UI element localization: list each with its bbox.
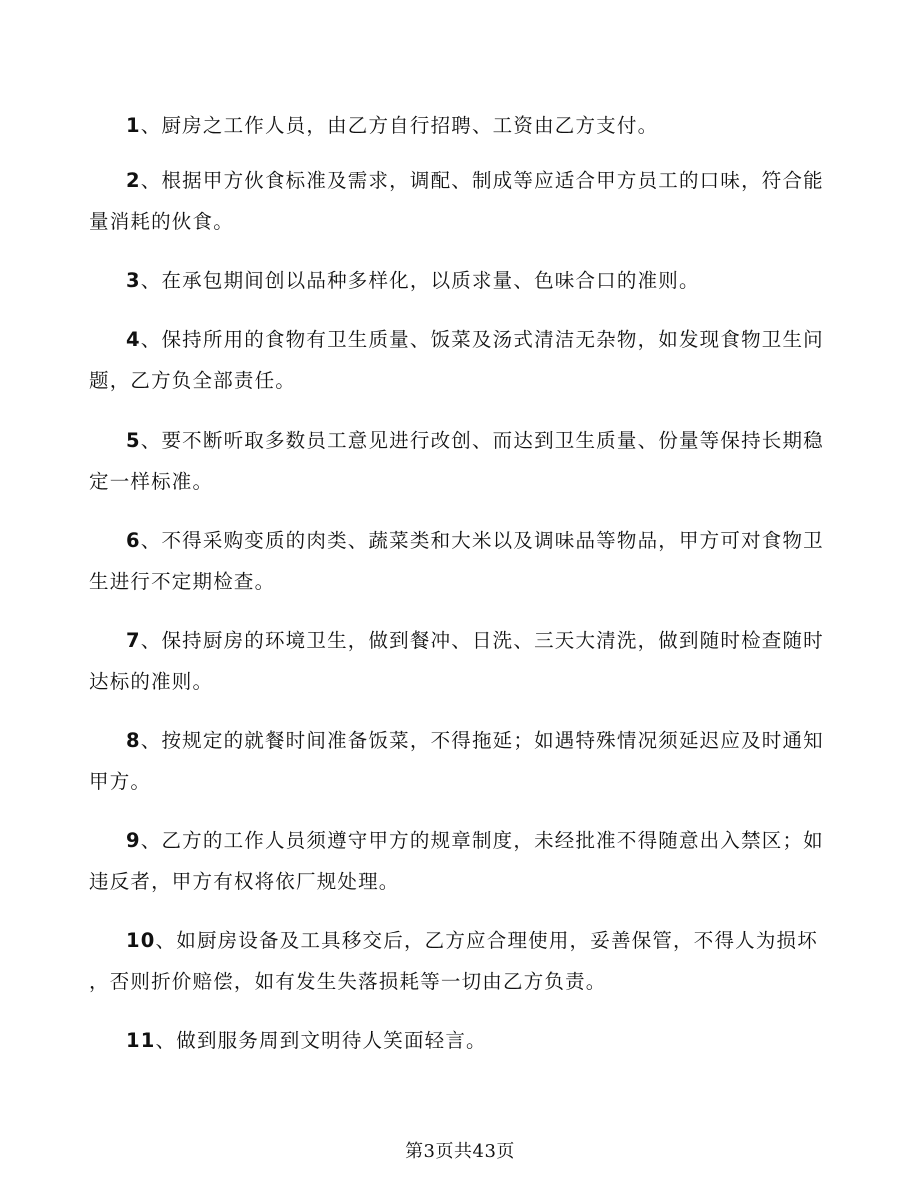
- clause-text: 厨房之工作人员，由乙方自行招聘、工资由乙方支付。: [161, 114, 659, 137]
- clause-line: 11、做到服务周到文明待人笑面轻言。: [126, 1029, 487, 1052]
- clause-text: 在承包期间创以品种多样化，以质求量、色味合口的准则。: [161, 269, 700, 292]
- clause-5: [89, 420, 831, 502]
- clause-line: 8、按规定的就餐时间准备饭菜，不得拖延；如遇特殊情况须延迟应及时通知: [126, 729, 824, 752]
- clause-line: 6、不得采购变质的肉类、蔬菜类和大米以及调味品等物品，甲方可对食物卫: [126, 529, 824, 552]
- clause-line: 5、要不断听取多数员工意见进行改创、而达到卫生质量、份量等保持长期稳: [126, 429, 824, 452]
- clause-text: 按规定的就餐时间准备饭菜，不得拖延；如遇特殊情况须延迟应及时通知: [161, 729, 824, 752]
- clause-number: 7: [126, 629, 141, 652]
- clause-text: 乙方的工作人员须遵守甲方的规章制度，未经批准不得随意出入禁区；如: [161, 829, 824, 852]
- clause-text: 保持厨房的环境卫生，做到餐冲、日洗、三天大清洗，做到随时检查随时: [161, 629, 824, 652]
- clause-4: [89, 319, 831, 401]
- clause-line: 10、如厨房设备及工具移交后，乙方应合理使用，妥善保管，不得人为损坏: [126, 929, 818, 952]
- clause-text: 做到服务周到文明待人笑面轻言。: [176, 1029, 487, 1052]
- clause-text: 如厨房设备及工具移交后，乙方应合理使用，妥善保管，不得人为损坏: [176, 929, 818, 952]
- clause-line: 1、厨房之工作人员，由乙方自行招聘、工资由乙方支付。: [126, 114, 659, 137]
- clause-6: [89, 520, 831, 602]
- clause-line: 7、保持厨房的环境卫生，做到餐冲、日洗、三天大清洗，做到随时检查随时: [126, 629, 824, 652]
- clause-number: 6: [126, 529, 141, 552]
- clause-9: [89, 820, 831, 902]
- clause-number: 11: [126, 1029, 156, 1052]
- clause-number: 10: [126, 929, 156, 952]
- clause-11: [126, 1020, 831, 1061]
- clause-number: 2: [126, 169, 141, 192]
- clause-number: 1: [126, 114, 141, 137]
- clause-text-continued: ，否则折价赔偿，如有发生失落损耗等一切由乙方负责。: [89, 970, 607, 993]
- clause-text-continued: 定一样标准。: [89, 470, 214, 493]
- page-number-footer: 第3页共43页: [405, 1141, 515, 1162]
- clause-text-continued: 生进行不定期检查。: [89, 570, 276, 593]
- clause-text: 保持所用的食物有卫生质量、饭菜及汤式清洁无杂物，如发现食物卫生问: [161, 328, 824, 351]
- clause-number: 5: [126, 429, 141, 452]
- clause-10: [89, 920, 831, 1002]
- clause-text: 根据甲方伙食标准及需求，调配、制成等应适合甲方员工的口味，符合能: [161, 169, 824, 192]
- clause-number: 8: [126, 729, 141, 752]
- clause-text-continued: 达标的准则。: [89, 670, 214, 693]
- clause-text: 不得采购变质的肉类、蔬菜类和大米以及调味品等物品，甲方可对食物卫: [161, 529, 824, 552]
- clause-text-continued: 量消耗的伙食。: [89, 210, 234, 233]
- clause-line: 2、根据甲方伙食标准及需求，调配、制成等应适合甲方员工的口味，符合能: [126, 169, 824, 192]
- clause-text-continued: 题，乙方负全部责任。: [89, 369, 297, 392]
- clause-1: [126, 105, 831, 146]
- clause-line: 9、乙方的工作人员须遵守甲方的规章制度，未经批准不得随意出入禁区；如: [126, 829, 824, 852]
- clause-number: 4: [126, 328, 141, 351]
- clause-2: [89, 160, 831, 242]
- clause-8: [89, 720, 831, 802]
- clause-text-continued: 甲方。: [89, 770, 152, 793]
- clause-text-continued: 违反者，甲方有权将依厂规处理。: [89, 870, 400, 893]
- clause-line: 4、保持所用的食物有卫生质量、饭菜及汤式清洁无杂物，如发现食物卫生问: [126, 328, 824, 351]
- clause-text: 要不断听取多数员工意见进行改创、而达到卫生质量、份量等保持长期稳: [161, 429, 824, 452]
- clause-number: 3: [126, 269, 141, 292]
- clause-3: [126, 260, 831, 301]
- clause-line: 3、在承包期间创以品种多样化，以质求量、色味合口的准则。: [126, 269, 700, 292]
- clause-7: [89, 620, 831, 702]
- clause-number: 9: [126, 829, 141, 852]
